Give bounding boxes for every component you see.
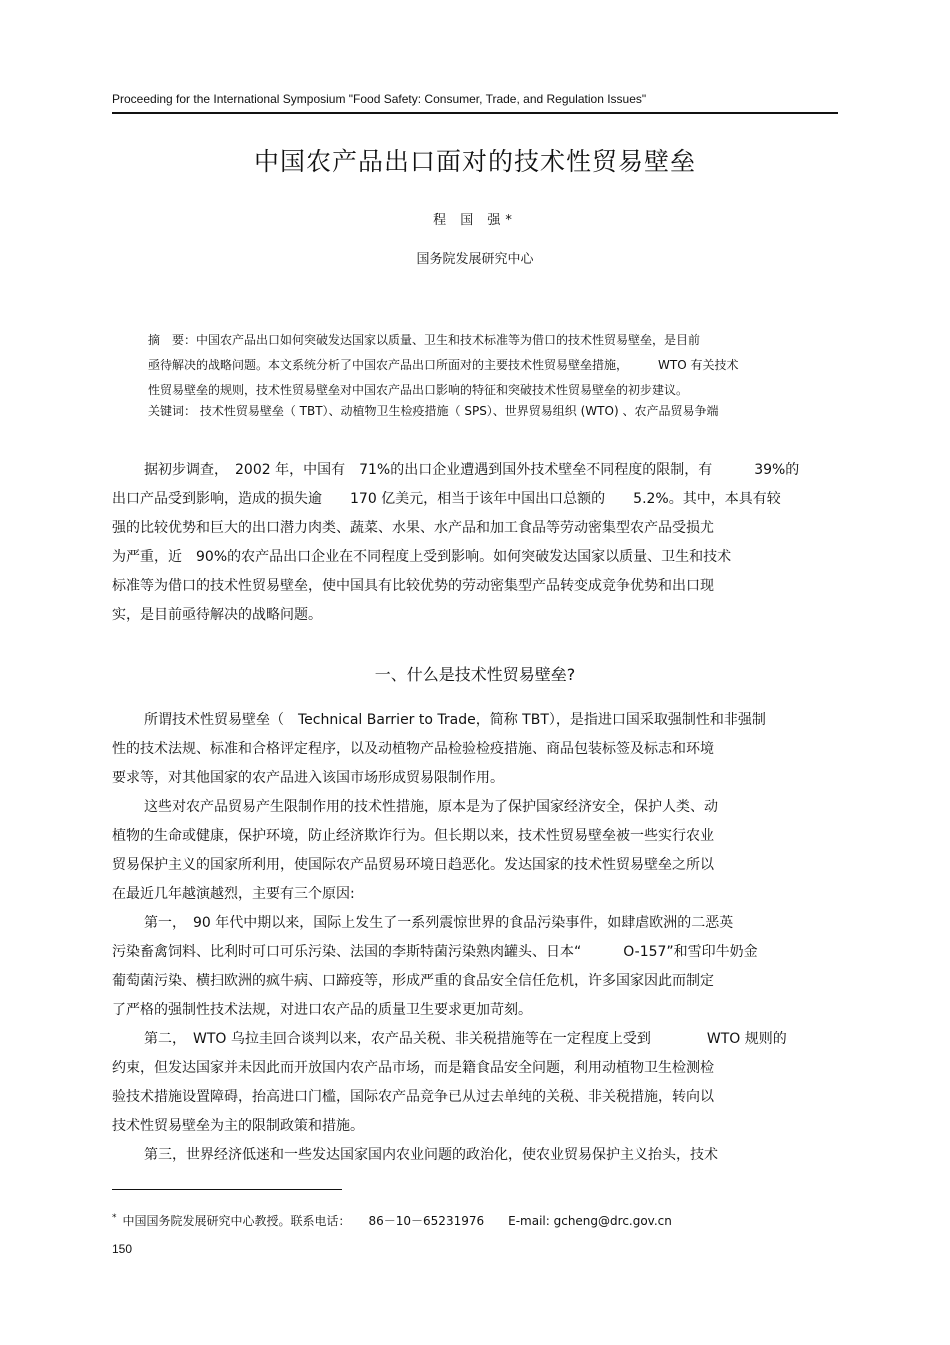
abstract-line: 摘 要：中国农产品出口如何突破发达国家以质量、卫生和技术标准等为借口的技术性贸易壁垒，是目前 bbox=[148, 333, 701, 347]
body-line: 出口产品受到影响，造成的损失逾 170 亿美元，相当于该年中国出口总额的 5.2%。其中，本具有较 bbox=[112, 491, 781, 507]
body-line: 第一， 90 年代中期以来，国际上发生了一系列震惊世界的食品污染事件，如肆虐欧洲的二恶英 bbox=[144, 915, 734, 931]
body-line: 贸易保护主义的国家所利用，使国际农产品贸易环境日趋恶化。发达国家的技术性贸易壁垒之所以 bbox=[112, 857, 714, 873]
body-line: 第二， WTO 乌拉圭回合谈判以来，农产品关税、非关税措施等在一定程度上受到 WTO 规则的 bbox=[144, 1031, 787, 1047]
footnote-divider bbox=[112, 1189, 342, 1190]
body-line: 葡萄菌污染、横扫欧洲的疯牛病、口蹄疫等，形成严重的食品安全信任危机，许多国家因此而制定 bbox=[112, 973, 714, 989]
body-line: 约束，但发达国家并未因此而开放国内农产品市场，而是籍食品安全问题，利用动植物卫生检测检 bbox=[112, 1060, 714, 1076]
body-line: 要求等，对其他国家的农产品进入该国市场形成贸易限制作用。 bbox=[112, 770, 504, 786]
abstract-line: 亟待解决的战略问题。本文系统分析了中国农产品出口所面对的主要技术性贸易壁垒措施， WTO 有关技术 bbox=[148, 358, 739, 372]
body-line: 第三，世界经济低迷和一些发达国家国内农业问题的政治化，使农业贸易保护主义抬头，技术 bbox=[144, 1147, 718, 1163]
body-line: 据初步调查， 2002 年，中国有 71%的出口企业遭遇到国外技术壁垒不同程度的限制，有 39%的 bbox=[144, 462, 800, 478]
body-line: 标准等为借口的技术性贸易壁垒，使中国具有比较优势的劳动密集型产品转变成竞争优势和出口现 bbox=[112, 578, 714, 594]
footnote bbox=[112, 1212, 838, 1229]
paper-title: 中国农产品出口面对的技术性贸易壁垒 bbox=[253, 147, 696, 176]
body-line: 在最近几年越演越烈，主要有三个原因: bbox=[112, 886, 355, 902]
body-line: 了严格的强制性技术法规，对进口农产品的质量卫生要求更加苛刻。 bbox=[112, 1002, 532, 1018]
body-line: 强的比较优势和巨大的出口潜力肉类、蔬菜、水果、水产品和加工食品等劳动密集型农产品受损尤 bbox=[112, 520, 714, 536]
author-affiliation: 国务院发展研究中心 bbox=[416, 252, 534, 267]
body-line: 污染畜禽饲料、比利时可口可乐污染、法国的李斯特菌污染熟肉罐头、日本“ O-157”和雪印牛奶金 bbox=[112, 944, 758, 960]
intro-paragraph bbox=[112, 456, 836, 630]
footnote-mark: * bbox=[112, 1213, 117, 1223]
body-line: 所谓技术性贸易壁垒（ Technical Barrier to Trade，简称 TBT），是指进口国采取强制性和非强制 bbox=[144, 712, 766, 728]
body-line: 性的技术法规、标准和合格评定程序，以及动植物产品检验检疫措施、商品包装标签及标志和环境 bbox=[112, 741, 714, 757]
body-line: 实，是目前亟待解决的战略问题。 bbox=[112, 607, 322, 623]
body-line: 技术性贸易壁垒为主的限制政策和措施。 bbox=[112, 1118, 364, 1134]
keywords: 关键词： 技术性贸易壁垒（ TBT）、动植物卫生检疫措施（ SPS）、世界贸易组织 (WTO) 、农产品贸易争端 bbox=[148, 404, 719, 418]
running-header: Proceeding for the International Symposium "Food Safety: Consumer, Trade, and Regulation Issues" bbox=[112, 92, 838, 114]
body-line: 植物的生命或健康，保护环境，防止经济欺诈行为。但长期以来，技术性贸易壁垒被一些实行农业 bbox=[112, 828, 714, 844]
body-line: 验技术措施设置障碍，抬高进口门槛，国际农产品竞争已从过去单纯的关税、非关税措施，转向以 bbox=[112, 1089, 714, 1105]
body-line: 为严重，近 90%的农产品出口企业在不同程度上受到影响。如何突破发达国家以质量、卫生和技术 bbox=[112, 549, 732, 565]
abstract-line: 性贸易壁垒的规则，技术性贸易壁垒对中国农产品出口影响的特征和突破技术性贸易壁垒的初步建议。 bbox=[148, 383, 689, 397]
page-number: 150 bbox=[112, 1242, 133, 1256]
author-name: 程 国 强* bbox=[433, 213, 517, 228]
section-heading: 一、什么是技术性贸易壁垒? bbox=[374, 665, 576, 684]
body-line: 这些对农产品贸易产生限制作用的技术性措施，原本是为了保护国家经济安全，保护人类、动 bbox=[144, 799, 718, 815]
abstract bbox=[148, 328, 808, 403]
footnote-text: 中国国务院发展研究中心教授。联系电话： 86－10－65231976 E-mail: gcheng@drc.gov.cn bbox=[122, 1214, 672, 1228]
section-body bbox=[112, 706, 836, 1170]
